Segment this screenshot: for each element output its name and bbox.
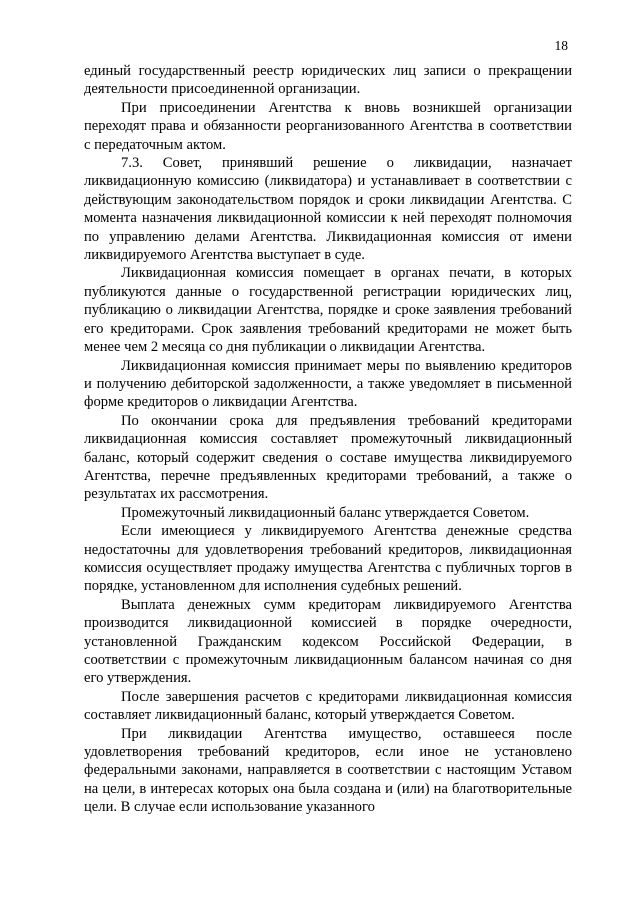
paragraph-publication: Ликвидационная комиссия помещает в органах печати, в которых публикуются данные о государственной регистрации юридических лиц, публикацию о ликвидации Агентства, порядке и сроке заявления требований его кредиторами. Срок заявления требований кредиторами не может быть менее чем 2 месяца со дня публикации о ликвидации Агентства. (84, 265, 572, 356)
paragraph-interim-balance: По окончании срока для предъявления требований кредиторами ликвидационная комиссия составляет промежуточный ликвидационный баланс, который содержит сведения о составе имущества ликвидируемого Агентства, перечне предъявленных кредиторами требований, а также о результатах их рассмотрения. (84, 412, 572, 503)
paragraph-creditors: Ликвидационная комиссия принимает меры по выявлению кредиторов и получению дебиторской задолженности, а также уведомляет в письменной форме кредиторов о ликвидации Агентства. (84, 357, 572, 411)
paragraph-7-3: 7.3. Совет, принявший решение о ликвидации, назначает ликвидационную комиссию (ликвидатора) и устанавливает в соответствии с действующим законодательством порядок и сроки ликвидации Агентства. С момента назначения ликвидационной комиссии к ней переходят полномочия по управлению делами Агентства. Ликвидационная комиссия от имени ликвидируемого Агентства выступает в суде. (84, 155, 572, 264)
page-number: 18 (554, 38, 568, 53)
paragraph-new-organization: При присоединении Агентства к вновь возникшей организации переходят права и обязанности реорганизованного Агентства в соответствии с передаточным актом. (84, 99, 572, 153)
paragraph-payments: Выплата денежных сумм кредиторам ликвидируемого Агентства производится ликвидационной комиссией в порядке очередности, установленной Гражданским кодексом Российской Федерации, в соответствии с промежуточным ликвидационным балансом начиная со дня его утверждения. (84, 596, 572, 687)
paragraph-continuation: единый государственный реестр юридических лиц записи о прекращении деятельности присоединенной организации. (84, 63, 572, 98)
paragraph-approval: Промежуточный ликвидационный баланс утверждается Советом. (121, 504, 530, 521)
document-body (84, 62, 572, 817)
paragraph-final-balance: После завершения расчетов с кредиторами ликвидационная комиссия составляет ликвидационный баланс, который утверждается Советом. (84, 688, 572, 724)
paragraph-remaining-property: При ликвидации Агентства имущество, оставшееся после удовлетворения требований кредиторов, если иное не установлено федеральными законами, направляется в соответствии с настоящим Уставом на цели, в интересах которых она была создана и (или) на благотворительные цели. В случае если использование указанного (84, 725, 572, 816)
paragraph-insufficient-funds: Если имеющиеся у ликвидируемого Агентства денежные средства недостаточны для удовлетворения требований кредиторов, ликвидационная комиссия осуществляет продажу имущества Агентства с публичных торгов в порядке, установленном для исполнения судебных решений. (84, 523, 572, 595)
